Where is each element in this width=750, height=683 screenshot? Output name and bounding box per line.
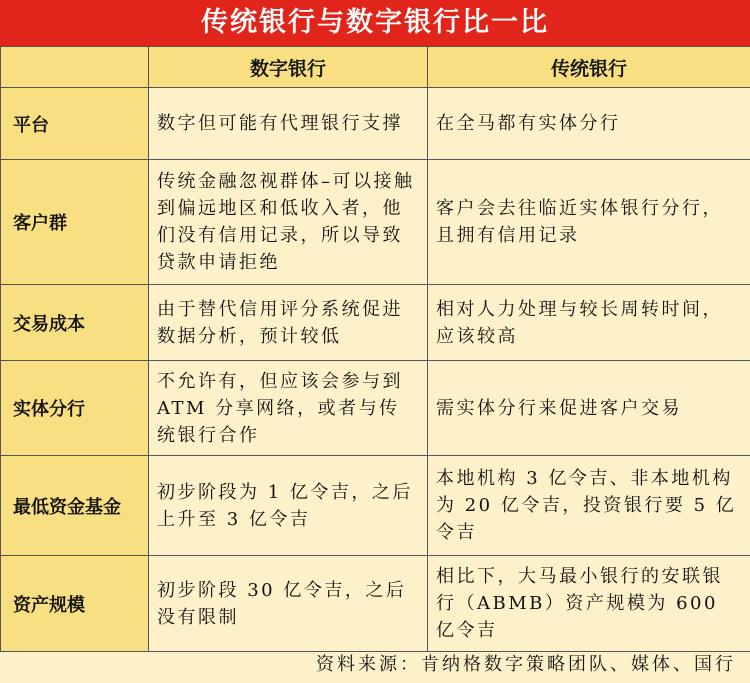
source-note: 资料来源：肯纳格数字策略团队、媒体、国行	[316, 654, 736, 675]
digital-cell: 传统金融忽视群体–可以接触到偏远地区和低收入者，他们没有信用记录，所以导致贷款申请拒绝	[149, 160, 428, 285]
table-row	[1, 285, 750, 361]
column-header-traditional: 传统银行	[428, 47, 750, 88]
row-label: 资产规模	[1, 556, 149, 652]
row-label: 客户群	[1, 160, 149, 285]
traditional-cell: 在全马都有实体分行	[428, 88, 750, 160]
row-label: 平台	[1, 88, 149, 160]
digital-cell: 初步阶段为 1 亿令吉，之后上升至 3 亿令吉	[149, 456, 428, 556]
table-row	[1, 88, 750, 160]
digital-cell: 数字但可能有代理银行支撑	[149, 88, 428, 160]
digital-cell: 初步阶段 30 亿令吉，之后没有限制	[149, 556, 428, 652]
traditional-cell: 相比下，大马最小银行的安联银行（ABMB）资产规模为 600 亿令吉	[428, 556, 750, 652]
digital-cell: 不允许有，但应该会参与到 ATM 分享网络，或者与传统银行合作	[149, 361, 428, 456]
page-title: 传统银行与数字银行比一比	[0, 0, 750, 46]
row-label: 实体分行	[1, 361, 149, 456]
digital-cell: 由于替代信用评分系统促进数据分析，预计较低	[149, 285, 428, 361]
traditional-cell: 需实体分行来促进客户交易	[428, 361, 750, 456]
table-row	[1, 556, 750, 652]
header-corner	[1, 47, 149, 88]
row-label: 交易成本	[1, 285, 149, 361]
traditional-cell: 本地机构 3 亿令吉、非本地机构为 20 亿令吉，投资银行要 5 亿令吉	[428, 456, 750, 556]
traditional-cell: 客户会去往临近实体银行分行，且拥有信用记录	[428, 160, 750, 285]
comparison-table	[0, 46, 750, 652]
table-row	[1, 456, 750, 556]
table-header-row	[1, 47, 750, 88]
table-row	[1, 160, 750, 285]
column-header-digital: 数字银行	[149, 47, 428, 88]
row-label: 最低资金基金	[1, 456, 149, 556]
traditional-cell: 相对人力处理与较长周转时间，应该较高	[428, 285, 750, 361]
table-row	[1, 361, 750, 456]
